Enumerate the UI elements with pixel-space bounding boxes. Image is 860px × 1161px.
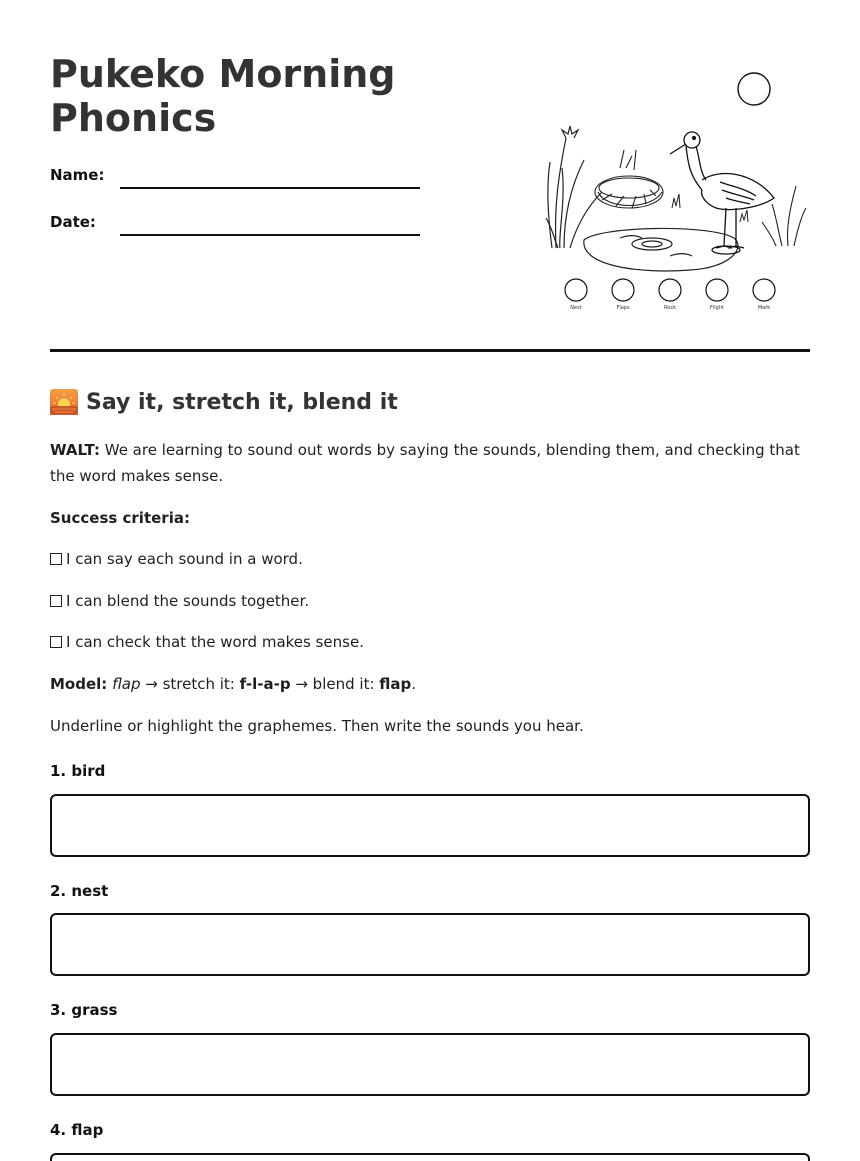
success-criteria-heading: Success criteria: [50,509,190,527]
answer-box[interactable] [50,1033,810,1096]
date-label: Date: [50,213,96,231]
answer-box[interactable] [50,794,810,857]
section-title-text: Say it, stretch it, blend it [86,389,398,415]
success-criterion-item[interactable] [50,592,309,610]
pond-drawing [584,228,738,271]
circle-label: Flight [710,305,724,311]
section-title [50,389,398,415]
circle-label: Nest [570,305,582,311]
sunrise-icon [50,389,78,415]
instruction-text: Underline or highlight the graphemes. Then write the sounds you hear. [50,717,584,735]
walt-paragraph [50,437,810,489]
checkbox-icon[interactable] [50,636,62,648]
success-criterion-text: I can say each sound in a word. [66,550,303,568]
model-blend-text: → blend it: [290,675,380,693]
reeds-right [762,186,806,246]
success-criterion-text: I can check that the word makes sense. [66,633,364,651]
model-word: flap [112,675,141,693]
circle-label: Flaps [616,305,630,311]
worksheet-header [50,0,810,352]
model-blended: flap [379,675,412,693]
header-divider [50,349,810,352]
sun-circle [738,73,770,105]
question-label: 2. nest [50,882,109,900]
name-field[interactable] [120,187,420,189]
answer-box[interactable] [50,1153,810,1161]
model-stretch-text: → stretch it: [140,675,240,693]
pukeko-pond-illustration [540,68,810,314]
name-label: Name: [50,166,105,184]
date-field[interactable] [120,234,420,236]
walt-label: WALT: [50,441,100,459]
success-criterion-item[interactable] [50,550,303,568]
question-label: 1. bird [50,762,106,780]
picture-circle-labels [570,305,770,311]
success-criterion-text: I can blend the sounds together. [66,592,310,610]
walt-text: We are learning to sound out words by saying the sounds, blending them, and checking that the word makes sense. [50,441,800,485]
success-criterion-item[interactable] [50,633,364,651]
page-title: Pukeko Morning Phonics [50,52,396,140]
pukeko-bird-drawing [670,132,774,254]
worksheet-page [50,0,810,1139]
reeds-left [546,126,602,248]
circle-label: Rock [664,305,676,311]
checkbox-icon[interactable] [50,553,62,565]
question-label: 3. grass [50,1001,118,1019]
model-stretched: f-l-a-p [239,675,291,693]
checkbox-icon[interactable] [50,595,62,607]
nest-drawing [595,150,663,208]
answer-box[interactable] [50,913,810,976]
question-label: 4. flap [50,1121,104,1139]
model-example [50,671,810,697]
picture-circles-row [565,279,775,301]
circle-label: Mark [757,305,771,311]
model-end: . [411,675,417,693]
model-label: Model: [50,675,108,693]
